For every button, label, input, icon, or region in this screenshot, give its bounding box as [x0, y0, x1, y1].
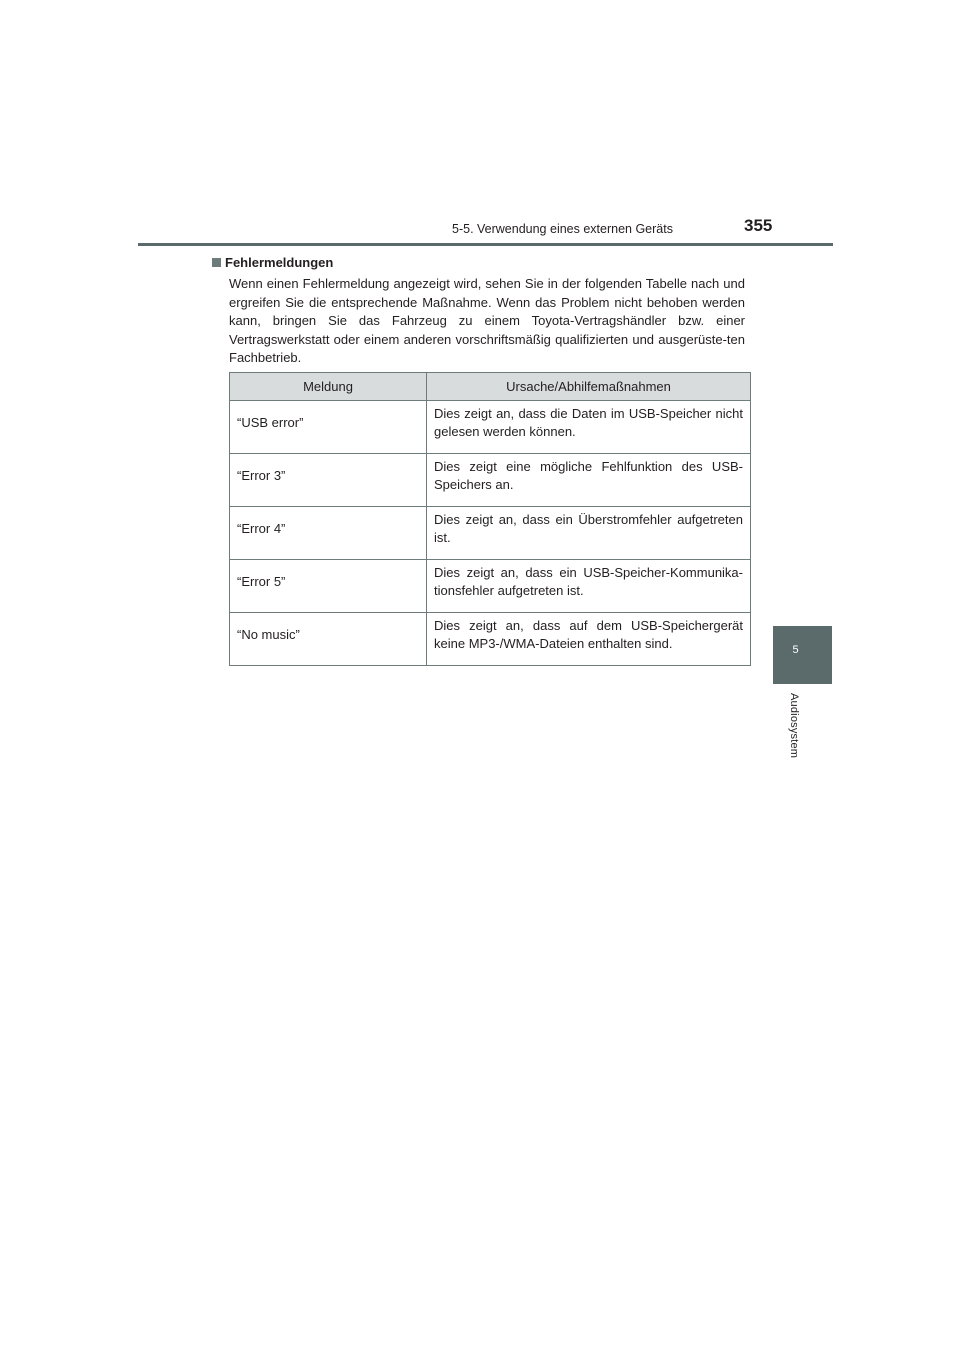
table-header-row: [230, 373, 751, 401]
table-row: [230, 401, 751, 454]
section-heading: [212, 255, 333, 270]
column-header-message: Meldung: [230, 373, 427, 401]
table-row: [230, 507, 751, 560]
section-body: Wenn einen Fehlermeldung angezeigt wird, sehen Sie in der folgenden Tabelle nach und ergreifen Sie die entsprechende Maßnahme. Wenn das Problem nicht behoben werden kann, bringen Sie das Fahrzeug zu einem Toyota-Vertragshändler bzw. einer Vertragswerkstatt oder einem anderen vorschriftsmäßig qualifizierten und ausgerüste-ten Fachbetrieb.: [229, 276, 745, 365]
table-row: [230, 560, 751, 613]
message-cell: “Error 3”: [230, 454, 427, 507]
cause-cell: Dies zeigt an, dass auf dem USB-Speichergerät keine MP3-/WMA-Dateien enthalten sind.: [427, 613, 751, 666]
chapter-tab: [773, 626, 832, 684]
header-divider: [138, 243, 833, 246]
message-cell: “Error 4”: [230, 507, 427, 560]
cause-cell: Dies zeigt an, dass ein Überstromfehler aufgetreten ist.: [427, 507, 751, 560]
cause-cell: Dies zeigt an, dass die Daten im USB-Speicher nicht gelesen werden können.: [427, 401, 751, 454]
chapter-number: 5: [792, 644, 799, 656]
table-row: [230, 454, 751, 507]
message-cell: “USB error”: [230, 401, 427, 454]
message-cell: “No music”: [230, 613, 427, 666]
chapter-label: Audiosystem: [788, 693, 800, 759]
table-row: [230, 613, 751, 666]
page-number: 355: [744, 216, 773, 235]
column-header-cause: Ursache/Abhilfemaßnahmen: [427, 373, 751, 401]
section-heading-text: Fehlermeldungen: [225, 255, 334, 270]
header-section-title: 5-5. Verwendung eines externen Geräts: [452, 222, 673, 236]
cause-cell: Dies zeigt eine mögliche Fehlfunktion des USB-Speichers an.: [427, 454, 751, 507]
message-cell: “Error 5”: [230, 560, 427, 613]
square-bullet-icon: [212, 258, 221, 267]
cause-cell: Dies zeigt an, dass ein USB-Speicher-Kommunika-tionsfehler aufgetreten ist.: [427, 560, 751, 613]
error-message-table: [229, 372, 751, 666]
